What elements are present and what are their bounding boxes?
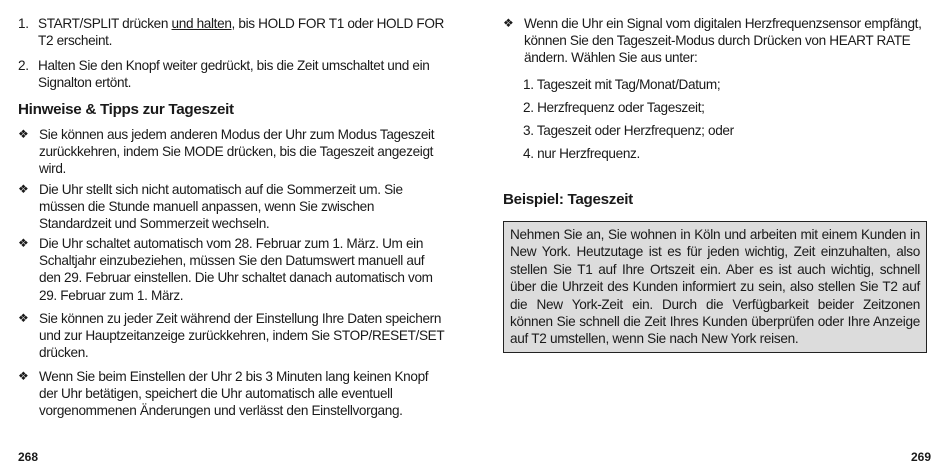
step-text-underlined: und halten xyxy=(171,16,232,31)
diamond-bullet-icon: ❖ xyxy=(18,311,29,325)
tip-bullet xyxy=(18,181,446,233)
tips-heading: Hinweise & Tipps zur Tageszeit xyxy=(18,101,234,118)
heart-rate-bullet xyxy=(503,15,928,67)
diamond-bullet-icon: ❖ xyxy=(18,182,29,196)
tip-text: Sie können aus jedem anderen Modus der Uhr zum Modus Tageszeit zurückkehren, indem Sie MODE drücken, bis die Tageszeit angezeigt wird. xyxy=(39,127,435,177)
diamond-bullet-icon: ❖ xyxy=(18,236,29,250)
step-2 xyxy=(18,57,446,91)
mode-option: 2. Herzfrequenz oder Tageszeit; xyxy=(523,100,705,115)
tip-bullet xyxy=(18,310,446,362)
example-text: Nehmen Sie an, Sie wohnen in Köln und arbeiten mit einem Kunden in New York. Heutzutage ist es für jeden wichtig, Zeit einzuhalten, also stellen Sie T1 auf Ihre Ortszeit ein. Aber es ist auch wichtig, schnell über die Uhrzeit des Kunden informiert zu sein, also stellen Sie T2 auf die New York-Zeit ein. Durch die Verfügbarkeit beider Zeitzonen können Sie schnell die Zeit Ihres Kunden überprüfen oder Ihre Anzeige auf T2 umstellen, wenn Sie nach New York reisen. xyxy=(510,227,920,347)
example-box xyxy=(503,221,927,353)
step-text-part: , bis HOLD FOR T1 oder HOLD FOR T2 erscheint. xyxy=(38,16,445,49)
diamond-bullet-icon: ❖ xyxy=(18,127,29,141)
mode-option: 1. Tageszeit mit Tag/Monat/Datum; xyxy=(523,77,721,92)
step-number: 2. xyxy=(18,58,29,73)
page-number-right: 269 xyxy=(911,450,932,464)
tip-text: Wenn Sie beim Einstellen der Uhr 2 bis 3 Minuten lang keinen Knopf der Uhr betätigen, speichert die Uhr automatisch alle eventuell vorgenommenen Änderungen und verlässt den Einstellvorgang. xyxy=(39,369,429,419)
step-text xyxy=(38,15,446,49)
mode-option: 3. Tageszeit oder Herzfrequenz; oder xyxy=(523,123,734,138)
step-text: Halten Sie den Knopf weiter gedrückt, bis die Zeit umschaltet und ein Signalton ertönt. xyxy=(38,58,430,91)
tip-text: Die Uhr schaltet automatisch vom 28. Februar zum 1. März. Um ein Schaltjahr einzubeziehen, müssen Sie den Datumswert manuell auf den 29. Februar einstellen. Die Uhr schaltet danach automatisch vom 29. Februar zum 1. März. xyxy=(39,236,433,303)
step-1 xyxy=(18,15,446,49)
tip-bullet xyxy=(18,368,446,420)
diamond-bullet-icon: ❖ xyxy=(18,369,29,383)
tip-text: Sie können zu jeder Zeit während der Einstellung Ihre Daten speichern und zur Hauptzeitanzeige zurückkehren, indem Sie STOP/RESET/SET drücken. xyxy=(39,311,445,361)
heart-rate-text: Wenn die Uhr ein Signal vom digitalen Herzfrequenzsensor empfängt, können Sie den Tageszeit-Modus durch Drücken von HEART RATE ändern. Wählen Sie aus unter: xyxy=(524,16,922,66)
tip-bullet xyxy=(18,126,446,178)
tip-text: Die Uhr stellt sich nicht automatisch auf die Sommerzeit um. Sie müssen die Stunde manuell anpassen, wenn Sie zwischen Standardzeit und Sommerzeit wechseln. xyxy=(39,182,403,232)
mode-option: 4. nur Herzfrequenz. xyxy=(523,146,640,161)
page-number-left: 268 xyxy=(18,450,39,464)
step-text-part: START/SPLIT drücken xyxy=(38,16,172,31)
example-heading: Beispiel: Tageszeit xyxy=(503,191,633,208)
step-number: 1. xyxy=(18,16,29,31)
tip-bullet xyxy=(18,235,446,304)
diamond-bullet-icon: ❖ xyxy=(503,16,514,30)
